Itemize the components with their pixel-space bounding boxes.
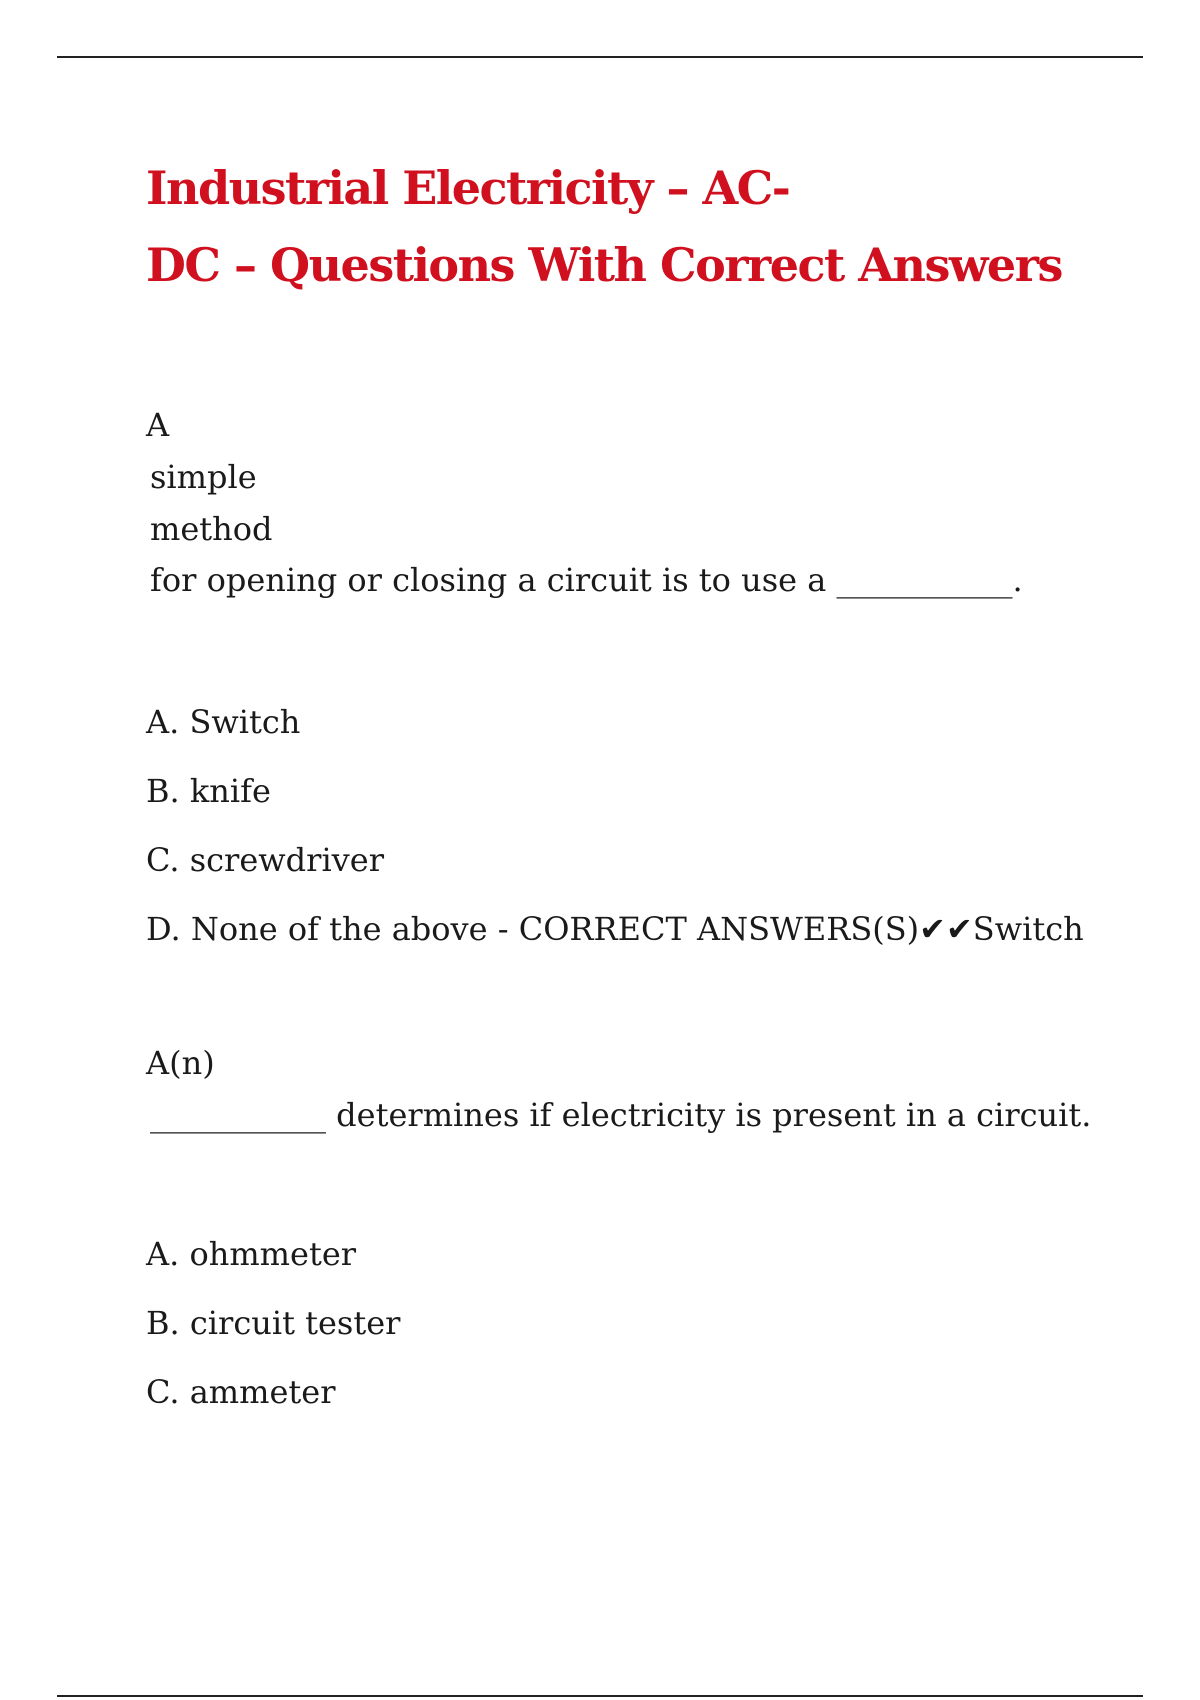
question-1-stem-line: for opening or closing a circuit is to use a ___________. [150, 561, 1023, 599]
question-1-option-c: C. screwdriver [146, 841, 384, 879]
question-1-options [146, 702, 1084, 978]
question-2-option-b: B. circuit tester [146, 1304, 401, 1342]
question-2-option-a: A. ohmmeter [146, 1235, 357, 1273]
header-rule [57, 56, 1143, 58]
question-1-stem-line: A [146, 406, 170, 444]
question-2-stem-line: A(n) [146, 1044, 215, 1082]
question-1-option-a: A. Switch [146, 703, 301, 741]
document-title [146, 150, 1096, 304]
question-1-option-b: B. knife [146, 772, 271, 810]
question-2-options [146, 1234, 400, 1441]
question-2-option-c: C. ammeter [146, 1373, 336, 1411]
footer-rule [57, 1695, 1143, 1697]
title-line-2: DC – Questions With Correct Answers [146, 238, 1062, 292]
question-1-stem-line: method [150, 510, 273, 548]
question-1-option-d-with-answer: D. None of the above - CORRECT ANSWERS(S)✔✔Switch [146, 910, 1084, 948]
question-1-stem-line: simple [150, 458, 257, 496]
title-line-1: Industrial Electricity – AC- [146, 161, 790, 215]
question-2-stem-line: ___________ determines if electricity is present in a circuit. [150, 1096, 1092, 1134]
